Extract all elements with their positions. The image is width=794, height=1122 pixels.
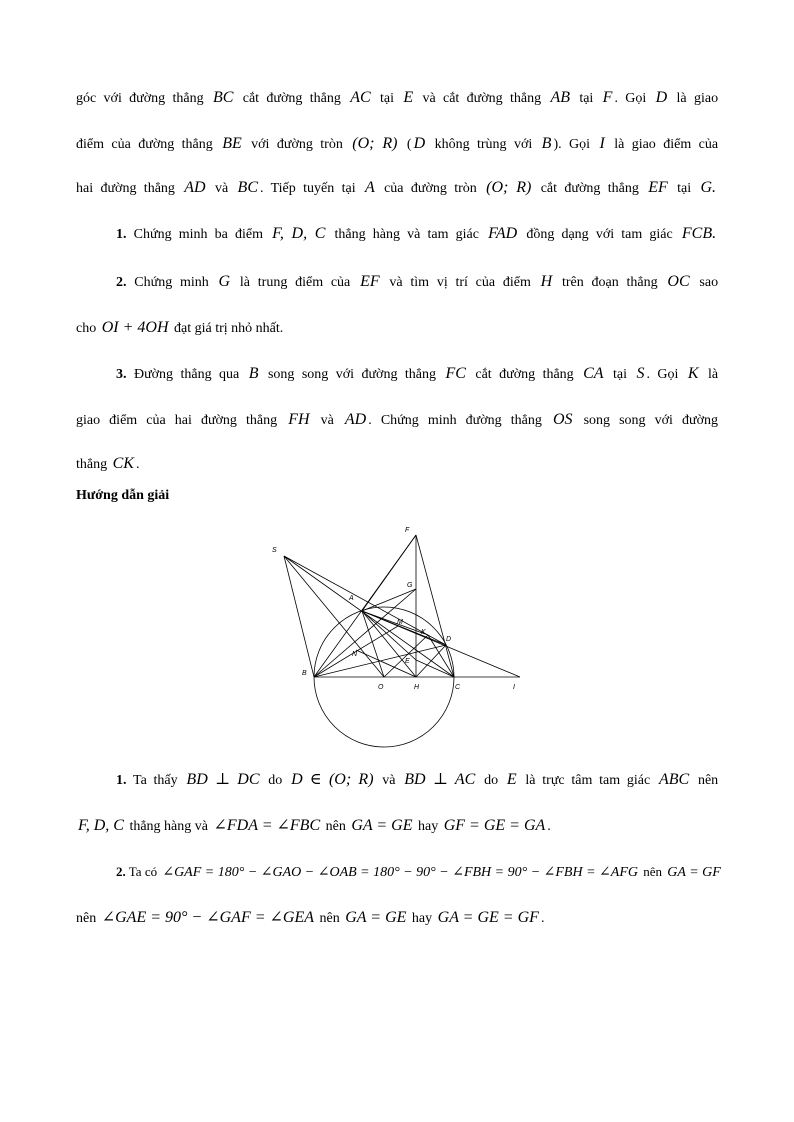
math: ABC [658,771,690,788]
text: tại [379,91,394,106]
math: I [599,135,605,152]
question-1 [116,224,718,245]
text: nên [697,773,719,788]
math: D ∈ (O; R) [291,771,374,788]
math: AB [550,89,570,106]
question-2 [116,272,718,293]
text: điểm của đường thẳng [76,137,213,152]
text: song song với đường thẳng [267,367,437,382]
text: . Gọi [614,91,647,106]
question-number: 2. [116,275,127,290]
text: của đường tròn [384,181,477,196]
problem-line-1 [76,88,718,109]
math: F, D, C [78,817,124,834]
math: FCB. [681,225,717,242]
text: và [382,773,396,788]
text: cắt đường thẳng [475,367,574,382]
label-o: O [378,684,384,691]
text: không trùng với [434,137,533,152]
question-2-continued [76,318,718,339]
text: cho [76,321,97,336]
math: A [364,179,375,196]
text: hay [411,911,433,926]
text: với đường tròn [251,137,343,152]
solution-heading: Hướng dẫn giải [76,488,170,503]
math: F [602,89,613,106]
solution-number: 2. [116,864,126,879]
text: song song với đường [583,413,718,428]
text: . Tiếp tuyến tại [260,181,356,196]
line-dh [416,645,446,677]
text: giao điểm của hai đường thẳng [76,413,278,428]
text: và tìm vị trí của điểm [389,275,531,290]
math: AD [184,179,206,196]
label-e: E [405,658,410,665]
text: trên đoạn thẳng [562,275,658,290]
text: và [214,181,229,196]
math: D [655,89,668,106]
text: đạt giá trị nhỏ nhất. [174,321,284,336]
math: GA = GF [667,865,721,880]
math: FH [288,411,310,428]
label-k: K [421,629,426,636]
solution-2-line-1 [116,862,721,883]
text: là trung điểm của [239,275,351,290]
math: D [413,135,426,152]
text: Ta thấy [133,773,178,788]
math: BD ⊥ AC [404,771,476,788]
text: góc với đường thẳng [76,91,204,106]
text: . [547,819,551,834]
math: E [506,771,517,788]
text: . Gọi [646,367,679,382]
math: ∠FDA = ∠FBC [213,817,321,834]
text: thẳng hàng và tam giác [334,227,479,242]
label-f: F [405,527,410,534]
text: hai đường thẳng [76,181,175,196]
geometry-figure [262,522,538,767]
label-d: D [446,636,452,643]
math: GA = GE = GF [437,909,539,926]
text: ( [406,137,412,152]
math: BD ⊥ DC [186,771,260,788]
text: nên [319,911,340,926]
text: Đường thẳng qua [133,367,240,382]
math: H [540,273,553,290]
text: tại [579,91,594,106]
math: K [687,365,699,382]
text: Chứng minh ba điểm [133,227,263,242]
text: do [268,773,283,788]
text: tại [677,181,692,196]
line-fc [416,535,454,677]
problem-line-2 [76,134,718,155]
math: AC [350,89,371,106]
question-number: 3. [116,367,127,382]
label-i: I [513,684,515,691]
text: nên [325,819,346,834]
label-m: M [397,619,403,626]
math: EF [360,273,380,290]
text: là giao điểm của [614,137,719,152]
solution-number: 1. [116,773,127,788]
math: OI + 4OH [101,319,169,336]
math: ∠GAE = 90° − ∠GAF = ∠GEA [101,909,315,926]
text: cắt đường thẳng [242,91,341,106]
math: ∠GAF = 180° − ∠GAO − ∠OAB = 180° − 90° − ∠FBH = 90° − ∠FBH = ∠AFG [162,865,638,880]
text: và [320,413,334,428]
math: CK [112,455,134,472]
math: E [403,89,414,106]
question-number: 1. [116,227,127,242]
text: tại [613,367,628,382]
text: . Chứng minh đường thẳng [368,413,542,428]
label-s: S [272,547,277,554]
solution-1-line-2 [76,816,718,837]
label-n: N [352,651,358,658]
question-3-line-2 [76,410,718,431]
math: (O; R) [486,179,532,196]
math: B [248,365,259,382]
math: BE [222,135,242,152]
math: GF = GE = GA [443,817,546,834]
text: do [484,773,499,788]
text: là trực tâm tam giác [525,773,651,788]
label-h: H [414,684,420,691]
text: ). Gọi [553,137,591,152]
text: . [135,457,140,472]
label-g: G [407,582,413,589]
math: BC [237,179,258,196]
text: là giao [676,91,719,106]
text: sao [699,275,719,290]
text: hay [418,819,439,834]
text: đồng dạng với tam giác [526,227,673,242]
math: G [218,273,231,290]
solution-1-line-1 [116,770,718,791]
math: (O; R) [352,135,398,152]
math: B [541,135,552,152]
text: thẳng [76,457,108,472]
math: F, D, C [272,225,326,242]
math: GA = GE [345,909,407,926]
text: và cắt đường thẳng [422,91,542,106]
math: EF [648,179,668,196]
text: . [540,911,545,926]
math: S [636,365,645,382]
label-c: C [455,684,461,691]
math: FAD [488,225,518,242]
math: AD [344,411,367,428]
text: nên [643,864,663,879]
math: OC [667,273,690,290]
text: Chứng minh [134,275,209,290]
math: OS [552,411,573,428]
label-a: A [349,595,354,602]
text: cắt đường thẳng [540,181,639,196]
text: thẳng hàng và [129,819,208,834]
text: là [708,367,719,382]
math: GA = GE [351,817,413,834]
text: nên [76,911,97,926]
question-3 [116,364,718,385]
label-b: B [302,670,307,677]
solution-2-line-2 [76,908,718,929]
question-3-line-3 [76,454,718,475]
math: FC [445,365,466,382]
math: BC [212,89,234,106]
problem-line-3 [76,178,718,199]
math: G. [700,179,717,196]
math: CA [583,365,604,382]
text: Ta có [128,864,158,879]
